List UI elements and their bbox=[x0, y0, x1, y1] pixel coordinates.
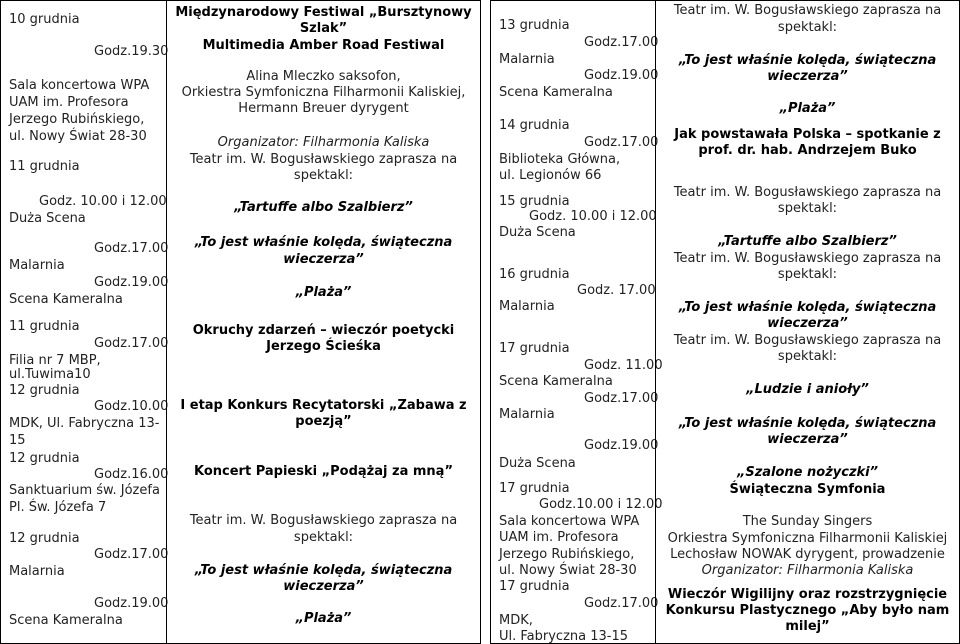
time: Godz.17.00 bbox=[94, 336, 169, 351]
event-title: „To jest właśnie kolęda, świąteczna bbox=[678, 300, 937, 315]
event-detail: spektakl: bbox=[293, 530, 354, 545]
event-title: Koncert Papieski „Podążaj za mną” bbox=[194, 464, 453, 479]
time: Godz. 11.00 bbox=[584, 358, 663, 373]
event-title: Jak powstawała Polska – spotkanie z bbox=[674, 127, 941, 142]
date: 12 grudnia bbox=[9, 531, 80, 546]
time: Godz.19.00 bbox=[584, 68, 659, 83]
venue: ul. Nowy Świat 28-30 bbox=[9, 129, 147, 144]
venue: 15 bbox=[9, 433, 26, 448]
venue: Scena Kameralna bbox=[499, 374, 613, 389]
venue: Sala koncertowa WPA bbox=[499, 514, 640, 529]
time: Godz.10.00 i 12.00 bbox=[539, 497, 663, 512]
event-detail: Teatr im. W. Bogusławskiego zaprasza na bbox=[189, 513, 458, 528]
event-title: Wieczór Wigilijny oraz rozstrzygnięcie bbox=[667, 587, 948, 602]
date: 17 grudnia bbox=[499, 481, 570, 496]
event-title: wieczerza” bbox=[767, 432, 848, 447]
date: 16 grudnia bbox=[499, 267, 570, 282]
event-detail: Lechosław NOWAK dyrygent, prowadzenie bbox=[670, 547, 945, 562]
schedule-column-dates-1 bbox=[0, 0, 167, 644]
venue: Duża Scena bbox=[9, 211, 86, 226]
date: 15 grudnia bbox=[499, 194, 570, 209]
event-detail: The Sunday Singers bbox=[742, 514, 873, 529]
event-detail: Alina Mleczko saksofon, bbox=[246, 69, 401, 84]
event-title: „Plaża” bbox=[779, 101, 836, 116]
event-title: Świąteczna Symfonia bbox=[729, 482, 886, 497]
venue: Malarnia bbox=[9, 564, 65, 579]
event-title: poezją” bbox=[295, 414, 352, 429]
date: 12 grudnia bbox=[9, 451, 80, 466]
time: Godz.19.00 bbox=[584, 438, 659, 453]
event-title: wieczerza” bbox=[767, 316, 848, 331]
event-title: milej” bbox=[785, 619, 830, 634]
event-title: prof. dr. hab. Andrzejem Buko bbox=[698, 143, 917, 158]
date: 11 grudnia bbox=[9, 319, 80, 334]
event-detail: Orkiestra Symfoniczna Filharmonii Kaliskiej, bbox=[181, 85, 466, 100]
time: Godz. 17.00 bbox=[577, 283, 656, 298]
event-title: „Tartuffe albo Szalbierz” bbox=[718, 234, 897, 249]
time: Godz.19.30 bbox=[94, 44, 169, 59]
event-title: wieczerza” bbox=[283, 579, 364, 594]
event-title: „Tartuffe albo Szalbierz” bbox=[234, 200, 413, 215]
date: 14 grudnia bbox=[499, 118, 570, 133]
venue: Scena Kameralna bbox=[9, 613, 123, 628]
venue: Sala koncertowa WPA bbox=[9, 78, 150, 93]
event-title: Konkursu Plastycznego „Aby było nam bbox=[665, 603, 950, 618]
date: 13 grudnia bbox=[499, 18, 570, 33]
event-title: „Ludzie i anioły” bbox=[746, 382, 869, 397]
venue: Malarnia bbox=[499, 407, 555, 422]
date: 10 grudnia bbox=[9, 12, 80, 27]
event-detail: spektakl: bbox=[293, 168, 354, 183]
event-detail: Teatr im. W. Bogusławskiego zaprasza na bbox=[189, 152, 458, 167]
event-detail: spektakl: bbox=[777, 267, 838, 282]
date: 17 grudnia bbox=[499, 341, 570, 356]
time: Godz.17.00 bbox=[94, 241, 169, 256]
time: Godz.16.00 bbox=[94, 467, 169, 482]
venue: Biblioteka Główna, bbox=[499, 152, 621, 167]
event-detail: spektakl: bbox=[777, 20, 838, 35]
venue: Jerzego Rubińskiego, bbox=[499, 547, 635, 562]
event-title: Jerzego Ścieśka bbox=[266, 339, 381, 354]
time: Godz.19.00 bbox=[94, 596, 169, 611]
event-detail: Teatr im. W. Bogusławskiego zaprasza na bbox=[673, 251, 942, 266]
event-title: „Plaża” bbox=[295, 611, 352, 626]
time: Godz.17.00 bbox=[584, 391, 659, 406]
time: Godz.17.00 bbox=[584, 35, 659, 50]
event-detail: Hermann Breuer dyrygent bbox=[238, 101, 409, 116]
venue: Scena Kameralna bbox=[499, 85, 613, 100]
time: Godz. 10.00 i 12.00 bbox=[39, 194, 167, 209]
time: Godz.17.00 bbox=[94, 547, 169, 562]
event-detail: spektakl: bbox=[777, 201, 838, 216]
event-title: „To jest właśnie kolęda, świąteczna bbox=[194, 563, 453, 578]
event-title: wieczerza” bbox=[767, 69, 848, 84]
venue: Malarnia bbox=[499, 52, 555, 67]
date: 17 grudnia bbox=[499, 579, 570, 594]
venue: Ul. Fabryczna 13-15 bbox=[499, 629, 629, 644]
schedule-column-events-2 bbox=[655, 0, 960, 644]
organizer: Organizator: Filharmonia Kaliska bbox=[217, 135, 430, 150]
venue: Sanktuarium św. Józefa bbox=[9, 483, 160, 498]
event-detail: Orkiestra Symfoniczna Filharmonii Kaliskiej bbox=[667, 531, 948, 546]
venue: Pl. Św. Józefa 7 bbox=[9, 500, 107, 515]
venue: Duża Scena bbox=[499, 225, 576, 240]
event-title: Szlak” bbox=[299, 21, 348, 36]
time: Godz.17.00 bbox=[584, 596, 659, 611]
event-title: „Plaża” bbox=[295, 285, 352, 300]
event-detail: spektakl: bbox=[777, 349, 838, 364]
organizer: Organizator: Filharmonia Kaliska bbox=[701, 563, 914, 578]
event-detail: Teatr im. W. Bogusławskiego zaprasza na bbox=[673, 333, 942, 348]
venue: ul. Nowy Świat 28-30 bbox=[499, 563, 637, 578]
schedule-column-events-1 bbox=[166, 0, 481, 644]
event-title: „Szalone nożyczki” bbox=[736, 465, 879, 480]
venue: Duża Scena bbox=[499, 456, 576, 471]
event-title: Multimedia Amber Road Festiwal bbox=[202, 38, 445, 53]
event-title: „To jest właśnie kolęda, świąteczna bbox=[194, 235, 453, 250]
venue: ul. Legionów 66 bbox=[499, 168, 602, 183]
event-detail: Teatr im. W. Bogusławskiego zaprasza na bbox=[673, 185, 942, 200]
venue: UAM im. Profesora bbox=[9, 95, 129, 110]
venue: Scena Kameralna bbox=[9, 292, 123, 307]
date: 12 grudnia bbox=[9, 383, 80, 398]
event-title: Międzynarodowy Festiwal „Bursztynowy bbox=[175, 5, 472, 20]
venue: Filia nr 7 MBP, bbox=[9, 353, 101, 368]
venue: Malarnia bbox=[499, 299, 555, 314]
time: Godz.17.00 bbox=[584, 135, 659, 150]
event-title: Okruchy zdarzeń – wieczór poetycki bbox=[192, 323, 455, 338]
venue: MDK, bbox=[499, 613, 533, 628]
venue: Jerzego Rubińskiego, bbox=[9, 112, 145, 127]
time: Godz.10.00 bbox=[94, 399, 169, 414]
event-title: I etap Konkurs Recytatorski „Zabawa z bbox=[180, 398, 467, 413]
venue: Malarnia bbox=[9, 258, 65, 273]
event-title: „To jest właśnie kolęda, świąteczna bbox=[678, 416, 937, 431]
time: Godz. 10.00 i 12.00 bbox=[529, 209, 657, 224]
event-title: wieczerza” bbox=[283, 252, 364, 267]
venue: MDK, Ul. Fabryczna 13- bbox=[9, 416, 160, 431]
schedule-column-dates-2 bbox=[490, 0, 663, 644]
time: Godz.19.00 bbox=[94, 275, 169, 290]
event-title: „To jest właśnie kolęda, świąteczna bbox=[678, 53, 937, 68]
venue: ul.Tuwima10 bbox=[9, 367, 91, 382]
event-detail: Teatr im. W. Bogusławskiego zaprasza na bbox=[673, 3, 942, 18]
date: 11 grudnia bbox=[9, 159, 80, 174]
venue: UAM im. Profesora bbox=[499, 530, 619, 545]
